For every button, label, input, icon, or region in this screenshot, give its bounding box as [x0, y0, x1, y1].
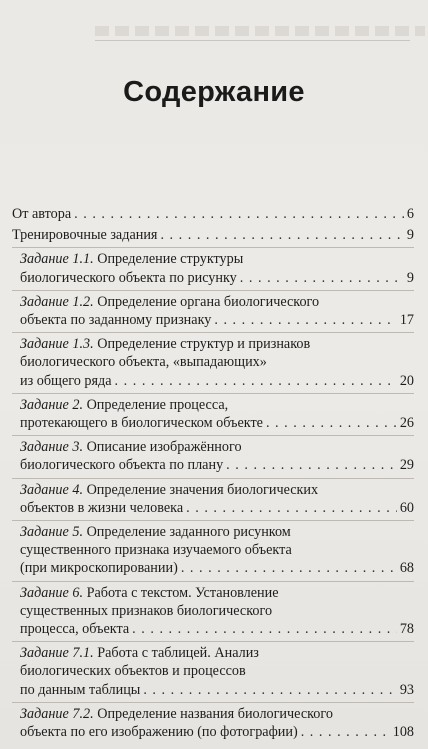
task-title: Работа с текстом. Установление — [86, 584, 279, 601]
task-label: Задание 1.3. — [20, 336, 94, 353]
toc-entry-task[interactable] — [12, 520, 414, 581]
task-label: Задание 5. — [20, 524, 84, 541]
toc-page-number: 9 — [406, 269, 414, 286]
leader-dots — [226, 456, 397, 474]
toc-entry-text: по данным таблицы — [20, 681, 141, 698]
page-title: Содержание — [123, 76, 305, 108]
toc-entry-text — [20, 397, 228, 413]
task-list — [12, 247, 414, 744]
leader-dots — [160, 226, 403, 244]
toc-page-number: 9 — [406, 227, 414, 244]
toc-entry-text — [20, 706, 333, 722]
toc-entry-text — [20, 294, 319, 310]
toc-entry-task[interactable] — [12, 641, 414, 702]
toc-entry-task[interactable] — [12, 478, 414, 520]
leader-dots — [240, 269, 404, 287]
toc-page-number: 60 — [399, 499, 414, 516]
toc-page-number: 108 — [392, 724, 414, 741]
toc-entry-text: объектов в жизни человека — [20, 499, 184, 516]
toc-entry-text: биологического объекта, «выпадающих» — [20, 354, 267, 371]
toc-entry-text: (при микроскопировании) — [20, 560, 178, 577]
leader-dots — [115, 372, 397, 390]
toc-page-number: 93 — [399, 681, 414, 698]
task-title: Определение структуры — [97, 251, 244, 268]
leader-dots — [214, 311, 396, 329]
toc-entry-task[interactable] — [12, 290, 414, 332]
toc-entry-text: процесса, объекта — [20, 621, 130, 638]
toc-page-number: 78 — [399, 621, 414, 638]
task-label: Задание 6. — [20, 584, 84, 601]
toc-entry-text: биологического объекта по плану — [20, 457, 224, 474]
toc-entry-text: биологических объектов и процессов — [20, 663, 246, 680]
toc-entry-text: протекающего в биологическом объекте — [20, 415, 263, 432]
toc-entry-text — [20, 482, 318, 498]
task-title: Определение заданного рисунком — [86, 524, 291, 541]
leader-dots — [301, 723, 390, 741]
toc-entry-text: существенного признака изучаемого объекта — [20, 542, 292, 559]
toc-entry-text — [20, 439, 242, 455]
toc-entry-text: объекта по его изображению (по фотографии) — [20, 724, 298, 741]
task-label: Задание 2. — [20, 396, 84, 413]
leader-dots — [132, 620, 397, 638]
toc-entry-training-tasks[interactable] — [12, 226, 414, 244]
task-label: Задание 4. — [20, 481, 84, 498]
toc-page-number: 26 — [399, 415, 414, 432]
toc-entry-task[interactable] — [12, 702, 414, 744]
toc-entry-task[interactable] — [12, 393, 414, 435]
leader-dots — [143, 681, 396, 699]
toc-entry-task[interactable] — [12, 435, 414, 477]
toc-entry-text — [20, 645, 259, 661]
leader-dots — [266, 414, 397, 432]
leader-dots — [181, 559, 397, 577]
toc-entry-text — [20, 251, 243, 267]
toc-entry-text — [20, 524, 291, 540]
toc-entry-task[interactable] — [12, 581, 414, 642]
task-title: Определение органа биологического — [97, 293, 320, 310]
task-label: Задание 7.1. — [20, 645, 94, 662]
task-title: Описание изображённого — [86, 439, 242, 456]
toc-page-number: 6 — [406, 206, 414, 222]
task-title: Определение значения биологических — [86, 481, 319, 498]
toc-entry-text: существенных признаков биологического — [20, 602, 273, 619]
leader-dots — [74, 205, 404, 223]
task-title: Определение названия биологического — [97, 705, 333, 722]
toc-entry-text — [20, 585, 279, 601]
toc-entry-text — [20, 336, 310, 352]
task-label: Задание 1.1. — [20, 251, 94, 268]
toc-entry-author-note[interactable] — [12, 205, 414, 223]
toc-entry-title: Тренировочные задания — [12, 227, 158, 244]
toc-entry-text: объекта по заданному признаку — [20, 312, 212, 329]
toc-entry-task[interactable] — [12, 247, 414, 289]
toc-entry-text: биологического объекта по рисунку — [20, 269, 237, 286]
task-label: Задание 7.2. — [20, 705, 94, 722]
task-title: Определение структур и признаков — [97, 336, 311, 353]
task-label: Задание 3. — [20, 439, 84, 456]
task-label: Задание 1.2. — [20, 293, 94, 310]
toc-entry-text: из общего ряда — [20, 372, 112, 389]
toc-page-number: 68 — [399, 560, 414, 577]
toc-entry-task[interactable] — [12, 332, 414, 393]
task-title: Работа с таблицей. Анализ — [97, 645, 259, 662]
toc-page-number: 29 — [399, 457, 414, 474]
task-title: Определение процесса, — [86, 396, 229, 413]
toc-page-number: 20 — [399, 372, 414, 389]
leader-dots — [186, 499, 397, 517]
toc-entry-title: От автора — [12, 206, 72, 222]
toc-page-number: 17 — [399, 312, 414, 329]
bleed-through-header-rule — [95, 40, 410, 41]
table-of-contents — [12, 205, 414, 744]
